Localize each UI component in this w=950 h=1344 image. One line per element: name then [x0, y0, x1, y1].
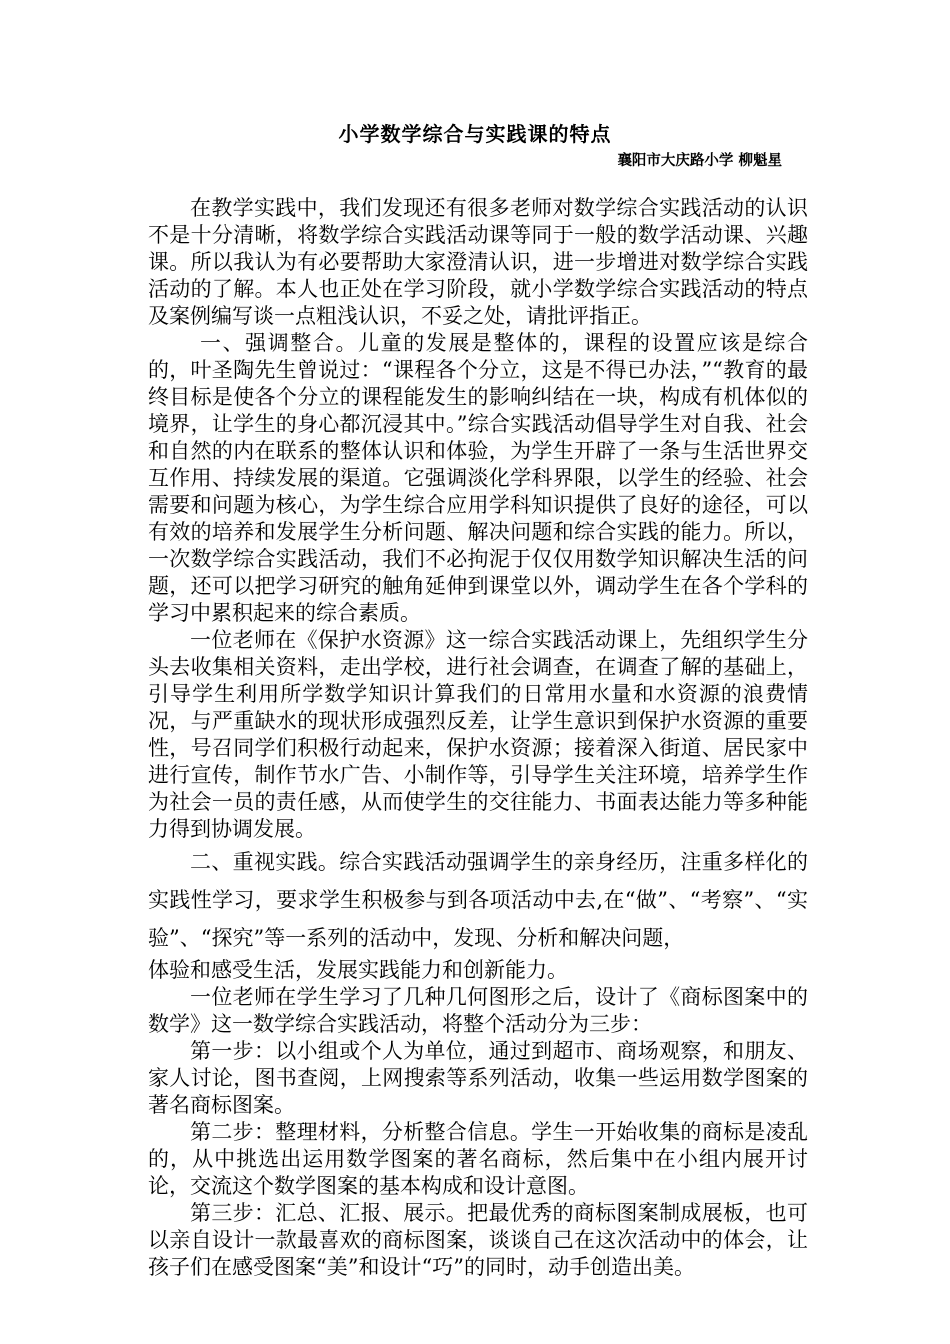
paragraph-section-two: 二、重视实践。综合实践活动强调学生的亲身经历，注重多样化的实践性学习，要求学生积极参与到各项活动中去,在“做”、“考察”、“实验”、“探究”等一系列的活动中，发现、分析和解决问题，: [148, 850, 808, 950]
paragraph-step-two: 第二步：整理材料，分析整合信息。学生一开始收集的商标是凌乱的，从中挑选出运用数学图案的著名商标，然后集中在小组内展开讨论，交流这个数学图案的基本构成和设计意图。: [148, 1120, 808, 1198]
document-title: 小学数学综合与实践课的特点: [338, 122, 612, 146]
paragraph-step-one: 第一步：以小组或个人为单位，通过到超市、商场观察，和朋友、家人讨论，图书查阅，上网搜索等系列活动，收集一些运用数学图案的著名商标图案。: [148, 1039, 808, 1117]
paragraph-water-example: 一位老师在《保护水资源》这一综合实践活动课上，先组织学生分头去收集相关资料，走出学校，进行社会调查，在调查了解的基础上，引导学生利用所学数学知识计算我们的日常用水量和水资源的浪费情况，与严重缺水的现状形成强烈反差，让学生意识到保护水资源的重要性，号召同学们积极行动起来，保护水资源；接着深入街道、居民家中进行宣传，制作节水广告、小制作等，引导学生关注环境，培养学生作为社会一员的责任感，从而使学生的交往能力、书面表达能力等多种能力得到协调发展。: [148, 628, 808, 841]
author-line: 襄阳市大庆路小学 柳魁星: [617, 153, 782, 169]
paragraph-step-three: 第三步：汇总、汇报、展示。把最优秀的商标图案制成展板，也可以亲自设计一款最喜欢的商标图案，谈谈自己在这次活动中的体会，让孩子们在感受图案“美”和设计“巧”的同时，动手创造出美。: [148, 1201, 808, 1279]
paragraph-section-one: 一、强调整合。儿童的发展是整体的，课程的设置应该是综合的，叶圣陶先生曾说过：“课程各个分立，这是不得已办法，”“教育的最终目标是使各个分立的课程能发生的影响纠结在一块，构成有机体似的境界，让学生的身心都沉浸其中。”综合实践活动倡导学生对自我、社会和自然的内在联系的整体认识和体验，为学生开辟了一条与生活世界交互作用、持续发展的渠道。它强调淡化学科界限，以学生的经验、社会需要和问题为核心，为学生综合应用学科知识提供了良好的途径，可以有效的培养和发展学生分析问题、解决问题和综合实践的能力。所以，一次数学综合实践活动，我们不必拘泥于仅仅用数学知识解决生活的问题，还可以把学习研究的触角延伸到课堂以外，调动学生在各个学科的学习中累积起来的综合素质。: [148, 331, 808, 625]
document-body: [148, 195, 808, 1281]
paragraph-intro: 在教学实践中，我们发现还有很多老师对数学综合实践活动的认识不是十分清晰，将数学综合实践活动课等同于一般的数学活动课、兴趣课。所以我认为有必要帮助大家澄清认识，进一步增进对数学综合实践活动的了解。本人也正处在学习阶段，就小学数学综合实践活动的特点及案例编写谈一点粗浅认识，不妥之处，请批评指正。: [148, 196, 808, 328]
paragraph-logo-example: 一位老师在学生学习了几种几何图形之后，设计了《商标图案中的数学》这一数学综合实践活动，将整个活动分为三步：: [148, 985, 808, 1036]
paragraph-section-two-cont: 体验和感受生活，发展实践能力和创新能力。: [148, 958, 568, 982]
